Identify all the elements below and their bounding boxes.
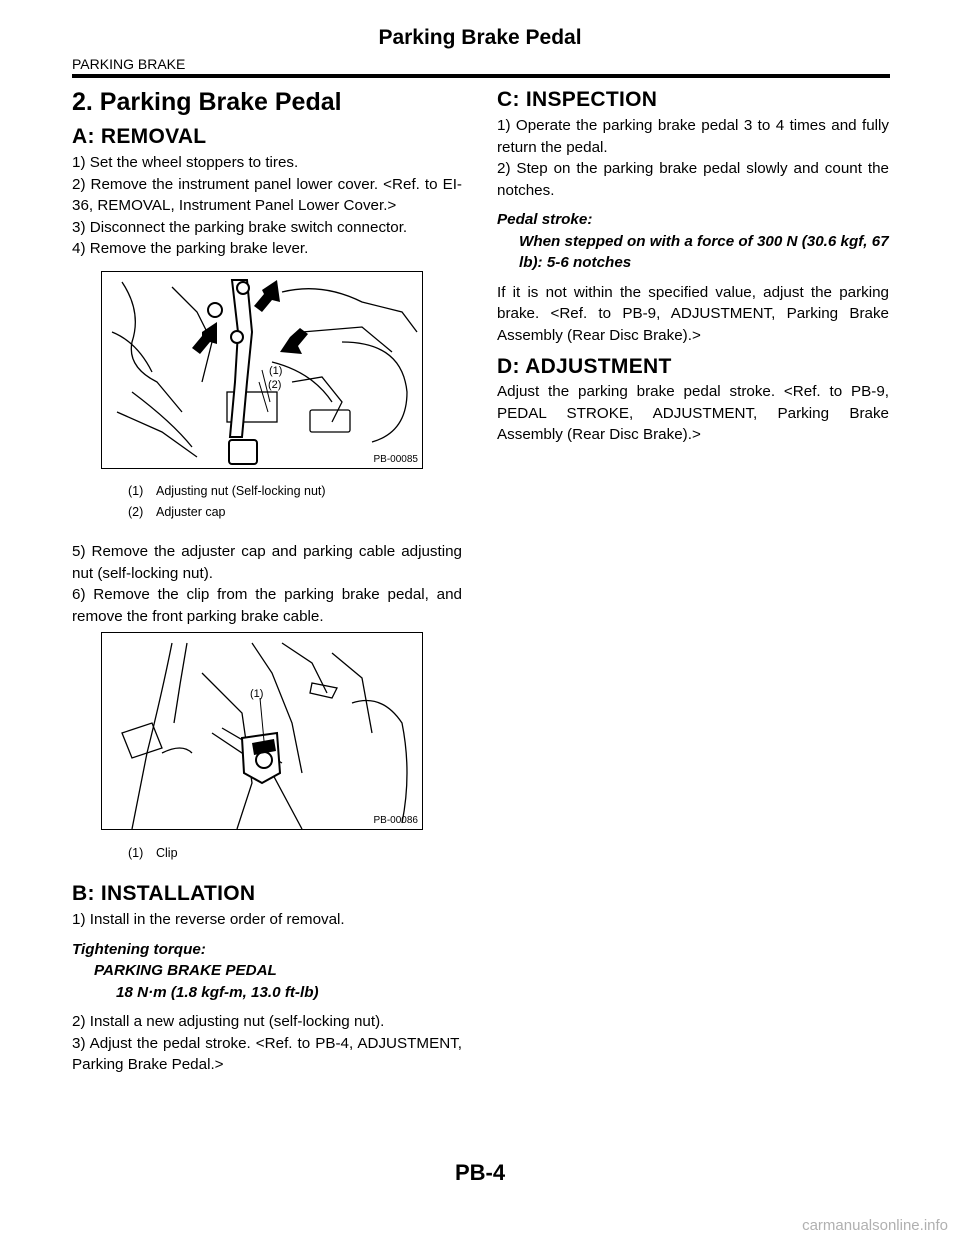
- figure-pb-00086: [101, 632, 423, 830]
- pedal-assembly-illustration: [102, 272, 422, 468]
- inspection-step-2: 2) Step on the parking brake pedal slowly and count the notches.: [497, 160, 889, 199]
- legend-item: (1) Adjusting nut (Self-locking nut): [128, 484, 326, 498]
- removal-steps-continued: [72, 541, 462, 627]
- torque-value: 18 N·m (1.8 kgf-m, 13.0 ft-lb): [116, 983, 319, 1001]
- section-heading: 2. Parking Brake Pedal: [72, 88, 342, 116]
- figure-id: PB-00086: [373, 815, 418, 826]
- header-divider: [72, 74, 890, 78]
- right-column: [497, 88, 889, 446]
- figure2-legend: [128, 843, 178, 864]
- inspection-heading: C: INSPECTION: [497, 88, 658, 111]
- inspection-note: If it is not within the specified value, adjust the parking brake. <Ref. to PB-9, ADJUSTMENT, Parking Brake Assembly (Rear Disc Brake).>: [497, 283, 889, 344]
- removal-heading: A: REMOVAL: [72, 125, 207, 148]
- removal-step-1: 1) Set the wheel stoppers to tires.: [72, 154, 299, 171]
- figure1-legend: [128, 481, 326, 523]
- installation-heading: B: INSTALLATION: [72, 882, 256, 905]
- installation-section: [72, 882, 462, 1076]
- adjustment-text: Adjust the parking brake pedal stroke. <Ref. to PB-9, PEDAL STROKE, ADJUSTMENT, Parking Brake Assembly (Rear Disc Brake).>: [497, 383, 889, 443]
- left-column: [72, 88, 462, 260]
- legend-item: (1) Clip: [128, 846, 178, 860]
- installation-step-2: 2) Install a new adjusting nut (self-locking nut).: [72, 1013, 385, 1030]
- callout-2: (2): [268, 379, 282, 391]
- page-title: Parking Brake Pedal: [378, 26, 582, 49]
- removal-step-5: 5) Remove the adjuster cap and parking cable adjusting nut (self-locking nut).: [72, 543, 462, 582]
- page-number: PB-4: [454, 1160, 506, 1185]
- figure-pb-00085: [101, 271, 423, 469]
- inspection-step-1: 1) Operate the parking brake pedal 3 to 4 times and fully return the pedal.: [497, 117, 889, 156]
- torque-item: PARKING BRAKE PEDAL: [94, 962, 277, 979]
- clip-illustration: [102, 633, 422, 829]
- removal-step-6: 6) Remove the clip from the parking brake pedal, and remove the front parking brake cable.: [72, 586, 462, 625]
- removal-step-3: 3) Disconnect the parking brake switch connector.: [72, 218, 408, 236]
- installation-step-3: 3) Adjust the pedal stroke. <Ref. to PB-4, ADJUSTMENT, Parking Brake Pedal.>: [72, 1034, 462, 1073]
- callout-1: (1): [250, 688, 264, 700]
- figure-id: PB-00085: [373, 454, 418, 465]
- watermark: carmanualsonline.info: [802, 1217, 948, 1234]
- installation-step-1: 1) Install in the reverse order of removal.: [72, 911, 345, 928]
- section-label: PARKING BRAKE: [72, 56, 186, 72]
- callout-1: (1): [269, 365, 283, 377]
- removal-step-4: 4) Remove the parking brake lever.: [72, 240, 309, 257]
- adjustment-heading: D: ADJUSTMENT: [497, 355, 672, 378]
- torque-label: Tightening torque:: [72, 940, 206, 958]
- removal-steps: [72, 152, 462, 260]
- legend-item: (2) Adjuster cap: [128, 505, 226, 519]
- removal-step-2: 2) Remove the instrument panel lower cover. <Ref. to EI-36, REMOVAL, Instrument Panel Lower Cover.>: [72, 175, 462, 214]
- pedal-stroke-spec: When stepped on with a force of 300 N (30.6 kgf, 67 lb): 5-6 notches: [519, 232, 889, 271]
- pedal-stroke-label: Pedal stroke:: [497, 211, 593, 228]
